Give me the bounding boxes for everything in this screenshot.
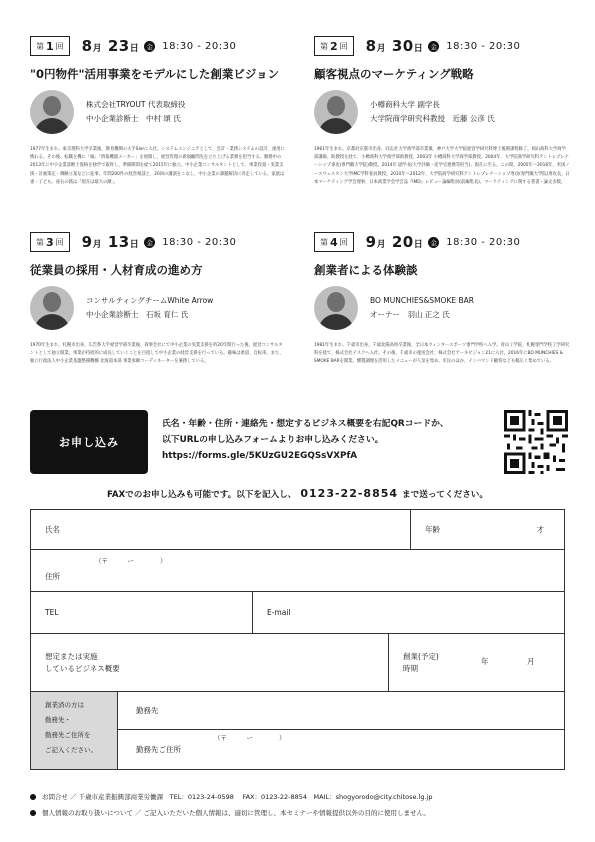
bullet-icon [30,794,36,800]
session-2 [314,34,570,196]
employer-postal-mark: （〒 ー ） [214,734,286,742]
speaker-info [370,98,495,126]
form-row-name [31,510,564,550]
session-header [30,34,286,58]
speaker-bio: 1981年生まれ。千歳市出身。千歳北陽高校卒業後、全日本ウィンタースポーツ専門学校へ入学。青山工学院、札幌専門学校工学研究科を経て、株式会社テスクへ入社。その後、千歳市の運送会社、株式会社アーキビジョン21に入社。2016年にBO MUNCHIES & SMOKE BARを開業。燻製調理を活用したメニューが人気を集め、市民のほか、インバウンド顧客なども幅広く集めている。 [314,343,570,365]
session-time: 18:30 - 20:30 [446,40,521,52]
name-field[interactable] [31,510,411,549]
speaker-profile [30,286,286,330]
session-header [314,34,570,58]
session-header [314,230,570,254]
weekday-badge: 金 [428,237,439,248]
session-1 [30,34,286,196]
footer-contact: お問合せ ／ 千歳市産業振興部商業労働課 TEL：0123-24-0598 FAX：0123-22-8854 MAIL：shogyorodo@city.chitose.lg.jp [30,792,433,801]
session-title: 創業者による体験談 [314,263,418,277]
session-date: 8月 30日 [365,37,424,55]
session-3 [30,230,286,392]
session-time: 18:30 - 20:30 [446,236,521,248]
session-header [30,230,286,254]
employer-label: 勤務先 [136,706,159,715]
session-time: 18:30 - 20:30 [162,40,237,52]
session-time: 18:30 - 20:30 [162,236,237,248]
form-row-address [31,550,564,592]
founding-label: 創業(予定) 時期 [403,651,439,673]
speaker-name: 大学院商学研究科教授 近藤 公彦 氏 [370,114,495,123]
weekday-badge: 金 [144,41,155,52]
session-number-badge: 第 1 回 [30,36,70,56]
speaker-profile [314,286,570,330]
session-title: "0円物件"活用事業をモデルにした創業ビジョン [30,67,280,81]
employer-note: 創業済の方は 勤務先・ 勤務先ご住所を ご記入ください。 [31,692,118,769]
speaker-info [86,98,185,126]
form-row-employer [31,692,564,769]
apply-url-link[interactable]: https://forms.gle/5KUzGU2EGQSsVXPfA [162,451,358,461]
age-unit: 才 [536,525,544,534]
apply-instructions: 氏名・年齢・住所・連絡先・想定するビジネス概要を右記QRコードか、 以下URLの申し込みフォームよりお申し込みください。 https://forms.gle/5KUzGU2EGQSsVXPfA [162,416,449,464]
speaker-photo [30,286,74,330]
apply-button[interactable]: お申し込み [30,410,148,474]
speaker-name: 中小企業診断士 石坂 育仁 氏 [86,310,189,319]
employer-fields [118,692,564,769]
address-label: 住所 [45,572,60,581]
tel-field[interactable] [31,592,253,633]
email-label: E-mail [267,608,291,617]
speaker-photo [314,90,358,134]
session-title: 従業員の採用・人材育成の進め方 [30,263,203,277]
speaker-photo [30,90,74,134]
session-number-badge: 第 3 回 [30,232,70,252]
fax-number: 0123-22-8854 [300,487,399,500]
speaker-org: 小樽商科大学 副学長 [370,100,440,109]
session-number-badge: 第 4 回 [314,232,354,252]
tel-label: TEL [45,608,59,617]
speaker-photo [314,286,358,330]
speaker-name: 中小企業診断士 中村 頌 氏 [86,114,181,123]
footer-privacy: 個人情報のお取り扱いについて ／ ご記入いただいた個人情報は、適切に管理し、本セミナーや情報提供以外の目的に使用しません。 [30,808,430,817]
founding-year-unit: 年 [481,657,489,666]
apply-section [30,410,565,480]
bullet-icon [30,810,36,816]
session-date: 9月 13日 [81,233,140,251]
session-number-badge: 第 2 回 [314,36,354,56]
session-date: 9月 20日 [365,233,424,251]
speaker-org: コンサルティングチームWhite Arrow [86,296,214,305]
speaker-bio: 1977年生まれ。東京理科大学卒業後、教育機関の大手SIerに入社。システムエンジニアとして、会計・業務システムの設計、運用に携わる。その後、転職を機に「縁」「情報機器メーカー」を展開し、経営管理の新規顧問先を立ち上げる業務を担当する。勤務中の2013年に中小企業診断士資格を独学で取得し、準備期間を経て2015年に独立。中小企業コンサルタントとして、事業投資・実業支援・計画策定・戦略立案などに従事。年間200件の経営相談と、20回の講演をこなし、中小企業の課題解決に奔走している。家族は妻・子ども。座右の銘は「現在は最大の敵」。 [30,147,285,185]
speaker-profile [30,90,286,134]
weekday-badge: 金 [428,41,439,52]
form-row-business [31,634,564,692]
qr-code-icon[interactable] [504,410,568,474]
speaker-info [370,294,474,322]
session-4 [314,230,570,392]
employer-address-label: 勤務先ご住所 [136,744,181,754]
session-title: 顧客視点のマーケティング戦略 [314,67,474,81]
weekday-badge: 金 [144,237,155,248]
postal-code-mark: （〒 ー ） [95,557,167,565]
age-label: 年齢 [425,525,440,534]
business-summary-field[interactable] [31,634,389,691]
fax-instructions: FAXでのお申し込みも可能です。以下を記入し、 0123-22-8854 まで送ってください。 [107,487,488,500]
name-label: 氏名 [45,525,60,534]
speaker-profile [314,90,570,134]
founding-date-field[interactable] [389,634,564,691]
business-label: 想定または実施 しているビジネス概要 [45,651,120,673]
speaker-org: 株式会社TRYOUT 代表取締役 [86,100,186,109]
address-field[interactable] [31,550,564,591]
age-field[interactable] [411,510,564,549]
session-date: 8月 23日 [81,37,140,55]
founding-month-unit: 月 [527,657,535,666]
employer-name-field[interactable] [118,692,564,730]
email-field[interactable] [253,592,564,633]
speaker-bio: 1961年生まれ。京都府京都市出身。同志社大学商学部卒業後、神戸大学大学院経営学研究科博士後期課程修了。岡山商科大学商学部講師、助教授を経て、小樽商科大学商学部助教授、2003年 小樽商科大学商学部教授。2004年、大学院商学研究科アントレプレナーシップ専攻(専門職大学院)教授。2014年 副学長(大学評価・産学官連携等担当)。現在に至る。この間、2005年〜2016年、米国ノースウェスタン大学IMC学科客員教授。2010年〜2012年、大学院商学研究科アントレプレナーシップ専攻(専門職大学院)専攻長。日本マーケティング学会理事、日本商業学会学会誌『IMD』レビュー論編集員(前編集長)。マーケティングに関する著書・論文多数。 [314,147,570,185]
speaker-org: BO MUNCHIES&SMOKE BAR [370,296,474,305]
speaker-info [86,294,213,322]
speaker-name: オーナー 羽山 正之 氏 [370,310,450,319]
speaker-bio: 1970年生まれ。札幌市出身。広告系大手経営学部卒業後、商事会社にて中小企業の実業支援を約20年間行った後、経営コンサルタントとして独立開業。事業が持続的に成長していくことを目指して中小企業の経営支援を行っている。趣味は柔道、自転車。また、独立行政法人中小企業基盤整備機構 北海道本部 事業承継コーディネーターを兼務している。 [30,343,284,365]
employer-address-field[interactable] [118,730,564,768]
fax-application-form [30,509,565,770]
form-row-contact [31,592,564,634]
